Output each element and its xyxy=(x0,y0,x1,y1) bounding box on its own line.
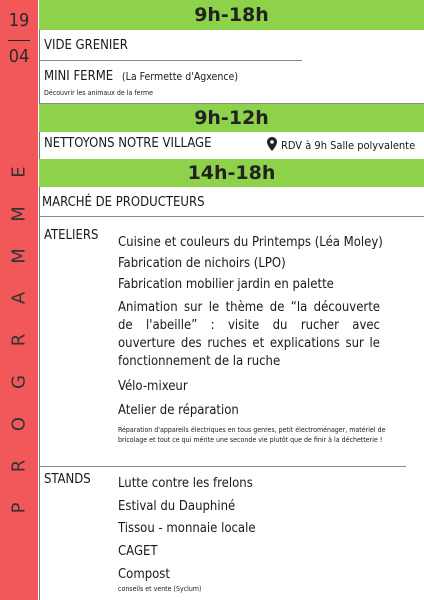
rdv-info: RDV à 9h Salle polyvalente xyxy=(281,139,416,152)
time-band-1: 9h-18h xyxy=(39,0,424,30)
mini-ferme-title: MINI FERME xyxy=(44,69,114,84)
atelier-item: Atelier de réparation xyxy=(118,403,239,418)
atelier-item: Fabrication mobilier jardin en palette xyxy=(118,277,334,292)
divider xyxy=(40,60,302,61)
date-divider xyxy=(8,40,30,41)
programme-letter: R xyxy=(8,333,30,347)
programme-letter: M xyxy=(8,248,30,264)
reparation-detail: Réparation d'appareils électriques en tous genres, petit électroménager, matériel de bricolage et tout ce qui mérite une seconde vie plutôt que de finir à la déchetterie ! xyxy=(118,426,386,444)
mini-ferme-detail: (La Fermette d'Agxence) xyxy=(121,71,239,83)
date-month: 04 xyxy=(8,46,30,67)
stands-label: STANDS xyxy=(44,472,91,487)
stand-item: Compost xyxy=(118,567,170,582)
programme-letter: P xyxy=(8,502,30,514)
programme-letter: R xyxy=(8,459,30,473)
vertical-divider xyxy=(39,0,40,600)
compost-detail: conseils et vente (Syclum) xyxy=(118,585,202,593)
date-day: 19 xyxy=(8,10,30,31)
programme-letter: M xyxy=(8,206,30,222)
divider xyxy=(40,466,406,467)
ateliers-label: ATELIERS xyxy=(44,228,99,243)
atelier-item: Animation sur le thème de “la découverte de l'abeille” : visite du rucher avec ouverture des ruches et explications sur le fonctionnement de la ruche xyxy=(118,300,380,369)
stand-item: Estival du Dauphiné xyxy=(118,499,236,514)
atelier-item: Cuisine et couleurs du Printemps (Léa Moley) xyxy=(118,235,383,250)
map-pin-icon xyxy=(267,137,277,151)
programme-letter: O xyxy=(8,416,30,432)
time-band-3: 14h-18h xyxy=(39,159,424,187)
mini-ferme-subtitle: Découvrir les animaux de la ferme xyxy=(44,89,153,97)
programme-letter: E xyxy=(8,166,30,178)
time-band-2: 9h-12h xyxy=(39,104,424,132)
stand-item: Lutte contre les frelons xyxy=(118,476,253,491)
stand-item: CAGET xyxy=(118,544,158,559)
programme-vertical-label xyxy=(0,150,38,550)
divider xyxy=(40,216,424,217)
marche-producteurs: MARCHÉ DE PRODUCTEURS xyxy=(42,195,205,210)
programme-letter: A xyxy=(8,291,30,305)
vide-grenier: VIDE GRENIER xyxy=(44,38,128,53)
stand-item: Tissou - monnaie locale xyxy=(118,521,256,536)
atelier-item: Vélo-mixeur xyxy=(118,379,188,394)
atelier-item: Fabrication de nichoirs (LPO) xyxy=(118,256,286,271)
mini-ferme xyxy=(44,69,238,84)
programme-letter: G xyxy=(8,375,30,389)
nettoyons-title: NETTOYONS NOTRE VILLAGE xyxy=(44,136,212,151)
